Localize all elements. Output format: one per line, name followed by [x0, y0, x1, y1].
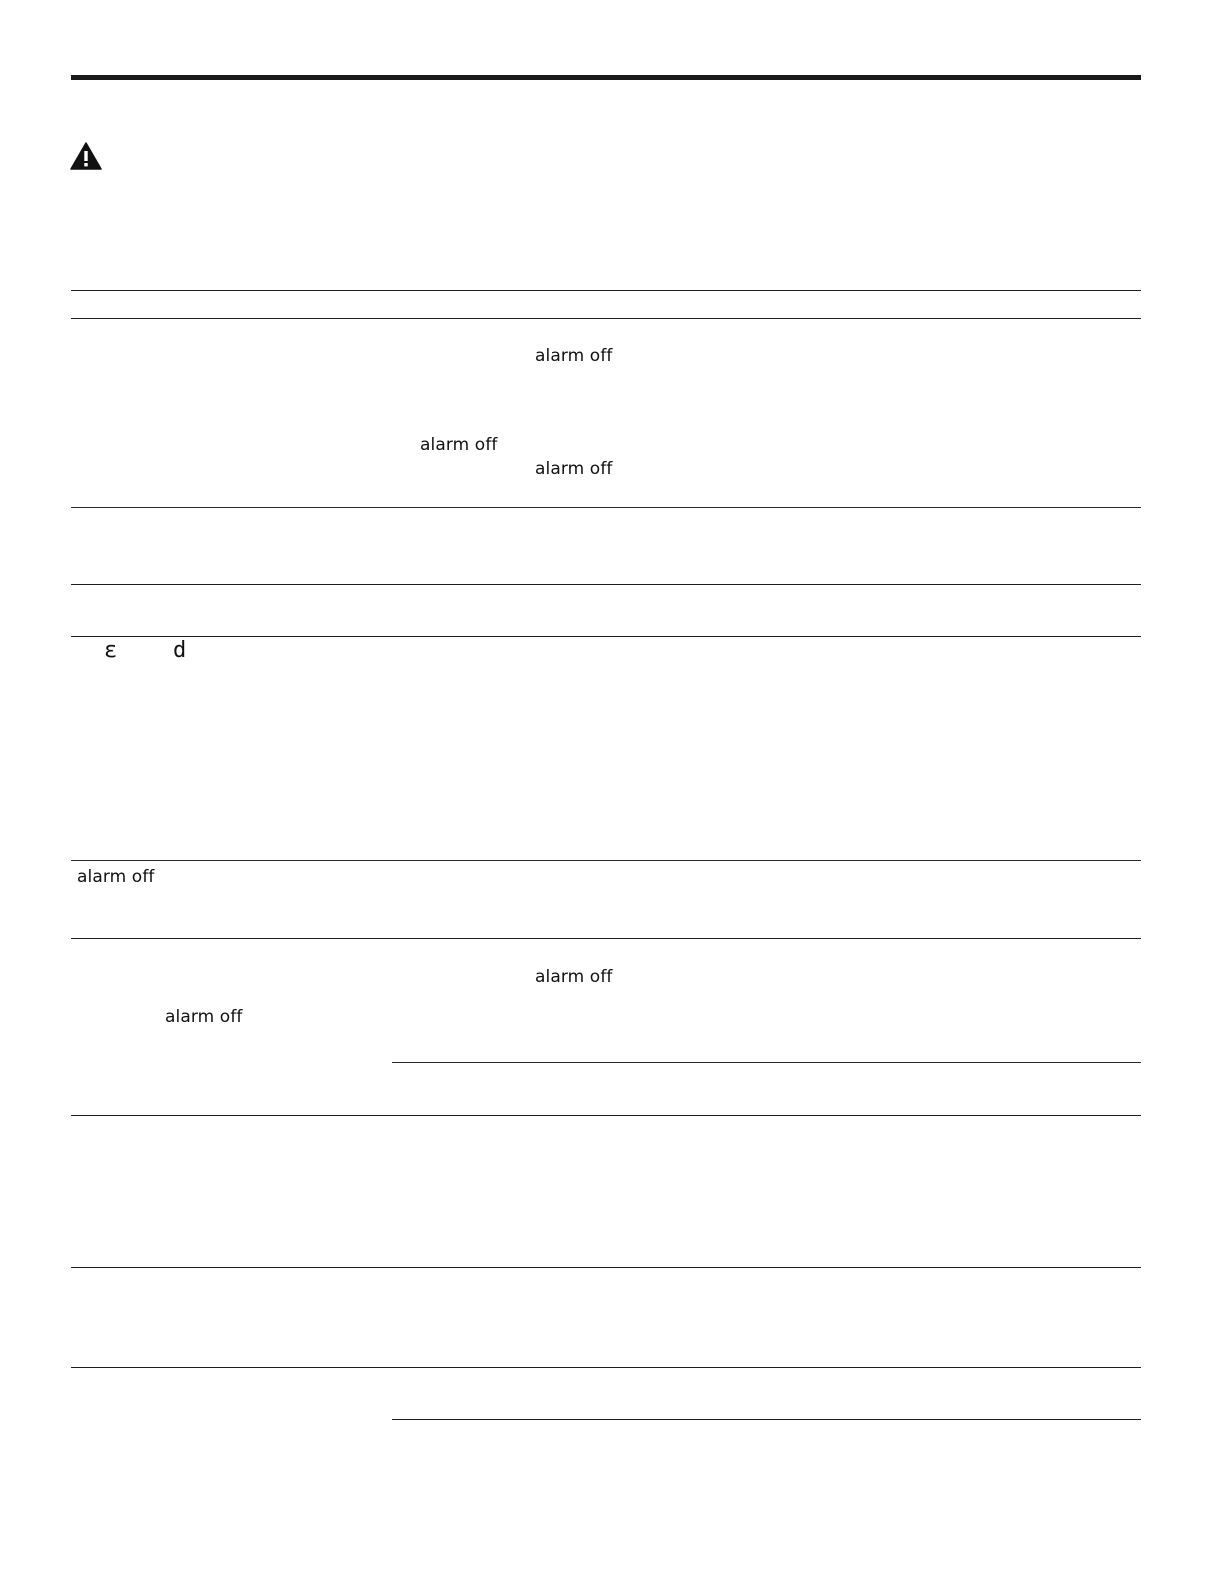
alarm-off-label: alarm off: [535, 967, 613, 987]
alarm-off-label: alarm off: [77, 867, 155, 887]
table-row-divider: [71, 1267, 1141, 1268]
alarm-off-label: alarm off: [165, 1007, 243, 1027]
table-row-divider: [71, 1115, 1141, 1116]
warning-triangle-icon: [70, 142, 102, 170]
header-rule: [71, 75, 1141, 80]
table-row-divider: [71, 584, 1141, 585]
table-row-divider: [71, 938, 1141, 939]
table-header-bottom-rule: [71, 318, 1141, 319]
table-subrow-divider: [392, 1062, 1141, 1063]
table-header-top-rule: [71, 290, 1141, 291]
alarm-off-label: alarm off: [535, 346, 613, 366]
alarm-off-label: alarm off: [420, 435, 498, 455]
table-row-divider: [71, 860, 1141, 861]
display-code-segment: d: [173, 638, 187, 663]
table-row-divider: [71, 636, 1141, 637]
table-row-divider: [71, 507, 1141, 508]
table-row-divider: [71, 1367, 1141, 1368]
alarm-off-label: alarm off: [535, 459, 613, 479]
table-subrow-divider: [392, 1419, 1141, 1420]
display-code-segment: ε: [104, 638, 118, 663]
